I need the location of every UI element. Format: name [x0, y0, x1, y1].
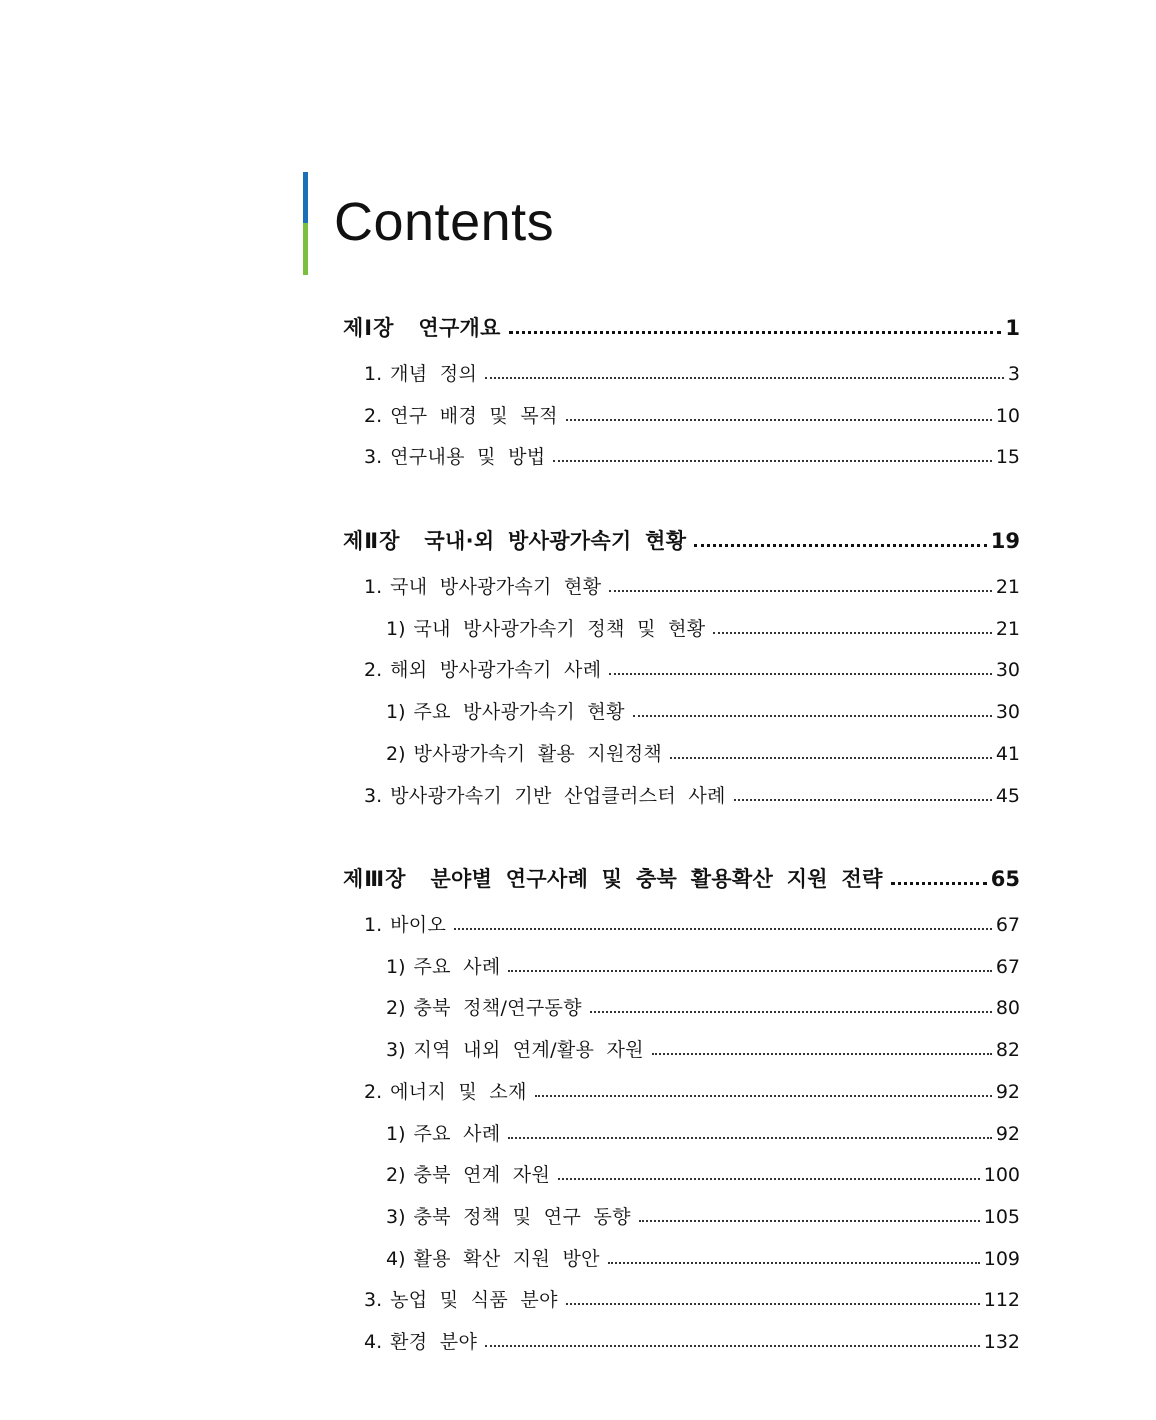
toc-section-2-1[interactable]	[364, 573, 1020, 601]
toc-entry-label	[386, 698, 625, 726]
toc-entry-number: 3)	[386, 1039, 406, 1062]
toc-entry-label	[343, 864, 883, 894]
toc-entry-title: 주요 방사광가속기 현황	[413, 701, 625, 724]
toc-page-number: 105	[983, 1205, 1020, 1228]
toc-page-number: 15	[995, 446, 1020, 469]
toc-entry-number: 제Ⅱ장	[343, 529, 401, 553]
toc-section-2-2[interactable]	[364, 656, 1020, 684]
toc-chapter-1[interactable]	[343, 313, 1020, 343]
toc-entry-label	[364, 443, 545, 471]
toc-entry-number: 1)	[386, 955, 406, 978]
toc-page-number: 41	[995, 742, 1020, 765]
toc-entry-title: 충북 정책 및 연구 동향	[413, 1205, 631, 1228]
toc-page-number: 21	[995, 617, 1020, 640]
toc-subsection-2-1-1[interactable]	[386, 615, 1020, 643]
toc-entry-title: 방사광가속기 기반 산업클러스터 사례	[390, 784, 726, 807]
toc-entry-title: 연구 배경 및 목적	[390, 404, 558, 427]
toc-page-number: 19	[990, 529, 1020, 553]
toc-page-number: 132	[983, 1331, 1020, 1353]
toc-entry-label	[343, 313, 501, 343]
toc-entry-number: 3.	[364, 1289, 383, 1312]
toc-subsection-2-2-1[interactable]	[386, 698, 1020, 726]
toc-entry-title: 국내·외 방사광가속기 현황	[424, 529, 687, 553]
toc-entry-number: 2.	[364, 659, 383, 682]
dot-leader	[734, 799, 992, 801]
toc-entry-title: 연구개요	[418, 316, 501, 340]
toc-entry-label	[386, 1203, 631, 1231]
toc-entry-number: 1.	[364, 914, 383, 936]
toc-entry-label	[386, 615, 705, 643]
toc-section-1-3[interactable]	[364, 443, 1020, 471]
toc-entry-label	[386, 1036, 644, 1064]
toc-entry-label	[364, 1286, 558, 1314]
dot-leader	[891, 882, 987, 885]
toc-section-1-1[interactable]	[364, 360, 1020, 388]
toc-entry-label	[364, 1078, 527, 1106]
toc-page-number: 3	[1007, 363, 1020, 385]
toc-entry-number: 1.	[364, 576, 383, 598]
dot-leader	[639, 1220, 980, 1222]
toc-entry-label	[364, 911, 446, 939]
dot-leader	[508, 970, 991, 972]
toc-entry-label	[386, 1245, 600, 1273]
toc-entry-label	[364, 656, 601, 684]
toc-page-number: 67	[995, 955, 1020, 978]
toc-entry-label	[364, 1328, 477, 1356]
toc-entry-number: 1.	[364, 363, 383, 385]
toc-page-number: 30	[995, 659, 1020, 682]
toc-entry-label	[364, 782, 726, 810]
toc-page-number: 30	[995, 701, 1020, 724]
toc-page-number: 109	[983, 1247, 1020, 1270]
toc-subsection-2-2-2[interactable]	[386, 740, 1020, 768]
toc-section-3-1[interactable]	[364, 911, 1020, 939]
toc-page-number: 92	[995, 1122, 1020, 1145]
toc-entry-label	[386, 740, 662, 768]
toc-page-number: 65	[990, 867, 1020, 891]
toc-page-number: 1	[1005, 316, 1020, 340]
toc-entry-number: 2)	[386, 1164, 406, 1187]
dot-leader	[609, 590, 991, 592]
toc-entry-label	[386, 953, 500, 981]
toc-entry-number: 2)	[386, 997, 406, 1020]
dot-leader	[553, 460, 991, 462]
toc-section-3-4[interactable]	[364, 1328, 1020, 1356]
toc-entry-label	[386, 1161, 550, 1189]
toc-entry-number: 1)	[386, 617, 406, 640]
toc-chapter-3[interactable]	[343, 864, 1020, 894]
page-title: Contents	[334, 192, 555, 252]
toc-subsection-3-2-1[interactable]	[386, 1120, 1020, 1148]
dot-leader	[670, 757, 992, 759]
toc-section-1-2[interactable]	[364, 402, 1020, 430]
dot-leader	[454, 928, 992, 930]
dot-leader	[713, 632, 991, 634]
toc-page-number: 10	[995, 404, 1020, 427]
toc-entry-number: 제Ⅲ장	[343, 867, 407, 891]
dot-leader	[485, 1345, 980, 1347]
toc-subsection-3-2-2[interactable]	[386, 1161, 1020, 1189]
toc-section-3-3[interactable]	[364, 1286, 1020, 1314]
toc-entry-title: 지역 내외 연계/활용 자원	[413, 1039, 644, 1062]
dot-leader	[485, 377, 1004, 379]
toc-entry-title: 충북 정책/연구동향	[413, 997, 582, 1020]
toc-entry-number: 4)	[386, 1247, 406, 1270]
toc-subsection-3-2-3[interactable]	[386, 1203, 1020, 1231]
toc-chapter-2[interactable]	[343, 526, 1020, 556]
toc-page-number: 100	[983, 1164, 1020, 1187]
toc-entry-number: 2.	[364, 1080, 383, 1103]
dot-leader	[566, 419, 992, 421]
toc-page-number: 92	[995, 1080, 1020, 1103]
toc-entry-title: 연구내용 및 방법	[390, 446, 546, 469]
toc-entry-label	[343, 526, 686, 556]
toc-entry-title: 해외 방사광가속기 사례	[390, 659, 602, 682]
toc-subsection-3-1-2[interactable]	[386, 994, 1020, 1022]
dot-leader	[508, 1137, 991, 1139]
dot-leader	[558, 1178, 980, 1180]
toc-entry-number: 제Ⅰ장	[343, 316, 395, 340]
toc-entry-label	[364, 360, 477, 388]
toc-entry-title: 농업 및 식품 분야	[390, 1289, 558, 1312]
toc-entry-title: 활용 확산 지원 방안	[413, 1247, 600, 1270]
toc-entry-title: 에너지 및 소재	[390, 1080, 527, 1103]
toc-entry-number: 3.	[364, 446, 383, 469]
toc-entry-title: 충북 연계 자원	[413, 1164, 551, 1187]
toc-page-number: 82	[995, 1039, 1020, 1062]
toc-section-2-3[interactable]	[364, 782, 1020, 810]
toc-entry-label	[386, 994, 582, 1022]
toc-subsection-3-2-4[interactable]	[386, 1245, 1020, 1273]
toc-subsection-3-1-3[interactable]	[386, 1036, 1020, 1064]
toc-entry-title: 주요 사례	[413, 1122, 501, 1145]
toc-page-number: 112	[983, 1289, 1020, 1312]
toc-entry-title: 국내 방사광가속기 정책 및 현황	[413, 617, 706, 640]
toc-entry-title: 국내 방사광가속기 현황	[390, 576, 602, 598]
toc-entry-title: 방사광가속기 활용 지원정책	[413, 742, 663, 765]
toc-entry-title: 주요 사례	[413, 955, 501, 978]
toc-entry-title: 분야별 연구사례 및 충북 활용확산 지원 전략	[430, 867, 883, 891]
toc-entry-title: 바이오	[390, 914, 447, 936]
dot-leader	[509, 331, 1002, 334]
toc-entry-number: 4.	[364, 1331, 383, 1353]
toc-entry-number: 1)	[386, 1122, 406, 1145]
toc-entry-number: 3)	[386, 1205, 406, 1228]
toc-entry-label	[364, 402, 558, 430]
dot-leader	[590, 1011, 992, 1013]
dot-leader	[535, 1095, 992, 1097]
toc-page-number: 21	[995, 576, 1020, 598]
dot-leader	[608, 1262, 980, 1264]
dot-leader	[609, 673, 991, 675]
toc-page-number: 45	[995, 784, 1020, 807]
dot-leader	[633, 715, 992, 717]
toc-entry-title: 환경 분야	[390, 1331, 478, 1353]
toc-entry-title: 개념 정의	[390, 363, 478, 385]
toc-page-number: 67	[995, 914, 1020, 936]
dot-leader	[652, 1053, 992, 1055]
toc-entry-number: 1)	[386, 701, 406, 724]
toc-entry-label	[386, 1120, 500, 1148]
toc-entry-number: 3.	[364, 784, 383, 807]
toc-subsection-3-1-1[interactable]	[386, 953, 1020, 981]
toc-entry-number: 2.	[364, 404, 383, 427]
toc-entry-number: 2)	[386, 742, 406, 765]
dot-leader	[566, 1303, 980, 1305]
toc-page-number: 80	[995, 997, 1020, 1020]
toc-section-3-2[interactable]	[364, 1078, 1020, 1106]
toc-entry-label	[364, 573, 601, 601]
dot-leader	[694, 544, 986, 547]
